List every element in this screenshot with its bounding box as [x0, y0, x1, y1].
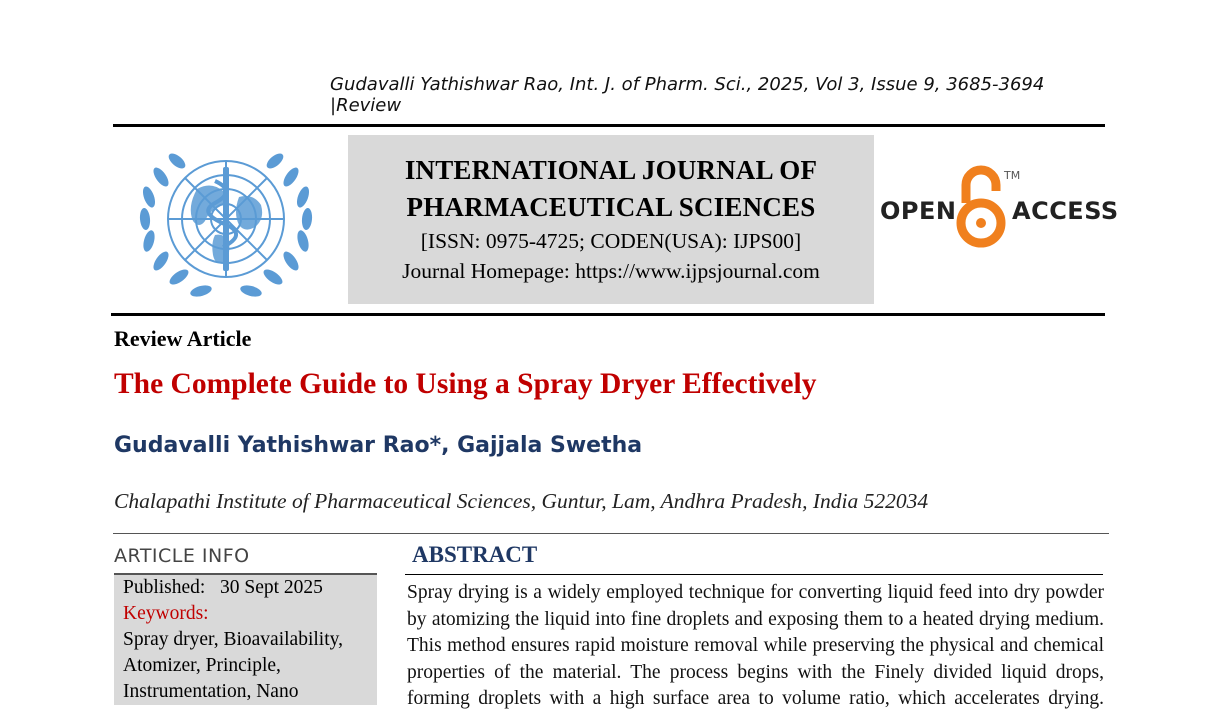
article-info-heading: ARTICLE INFO	[114, 545, 250, 567]
open-access-left-text: OPEN	[880, 197, 957, 225]
published-date: 30 Sept 2025	[219, 577, 323, 598]
keywords-line: Atomizer, Principle,	[123, 655, 281, 676]
abstract-line: by atomizing the liquid into fine droplets and exposing them to a heated drying medium.	[407, 608, 1104, 630]
header-rule	[113, 124, 1105, 127]
article-type: Review Article	[114, 326, 252, 351]
running-header: Gudavalli Yathishwar Rao, Int. J. of Pharm. Sci., 2025, Vol 3, Issue 9, 3685-3694 |Review	[330, 74, 1045, 116]
keywords-line: Instrumentation, Nano	[123, 681, 299, 702]
open-access-tm: TM	[1004, 169, 1021, 182]
abstract-line: forming droplets with a high surface area to volume ratio, which accelerates drying.	[407, 688, 1104, 709]
journal-masthead	[348, 135, 874, 304]
article-authors: Gudavalli Yathishwar Rao*, Gajjala Swetha	[114, 433, 643, 458]
abstract-rule	[405, 574, 1103, 575]
article-title: The Complete Guide to Using a Spray Dryer Effectively	[114, 368, 817, 400]
keywords-line: Spray dryer, Bioavailability,	[123, 629, 343, 650]
article-affiliation: Chalapathi Institute of Pharmaceutical Sciences, Guntur, Lam, Andhra Pradesh, India 522034	[114, 489, 929, 513]
abstract-line: properties of the material. The process begins with the Finely divided liquid drops,	[407, 661, 1104, 683]
open-access-lock-icon	[955, 165, 1007, 251]
affiliation-rule	[113, 533, 1109, 534]
masthead-rule	[111, 313, 1105, 316]
un-emblem-logo	[127, 137, 325, 305]
abstract-line: Spray drying is a widely employed technique for converting liquid feed into dry powder	[407, 582, 1104, 603]
journal-title-line2: PHARMACEUTICAL SCIENCES	[406, 192, 816, 222]
open-access-logo	[880, 165, 1119, 255]
journal-issn: [ISSN: 0975-4725; CODEN(USA): IJPS00]	[420, 229, 802, 253]
journal-homepage: Journal Homepage: https://www.ijpsjournal.com	[402, 259, 820, 283]
open-access-right-text: ACCESS	[1012, 197, 1119, 225]
published-row	[123, 575, 377, 601]
abstract-line: This method ensures rapid moisture removal while preserving the physical and chemical	[407, 635, 1104, 656]
journal-title-line1: INTERNATIONAL JOURNAL OF	[404, 155, 818, 185]
abstract-heading: ABSTRACT	[412, 542, 538, 567]
keywords-label: Keywords:	[123, 603, 209, 624]
abstract-body	[407, 580, 1104, 713]
article-info-box	[114, 575, 377, 705]
published-label: Published:	[123, 577, 206, 598]
